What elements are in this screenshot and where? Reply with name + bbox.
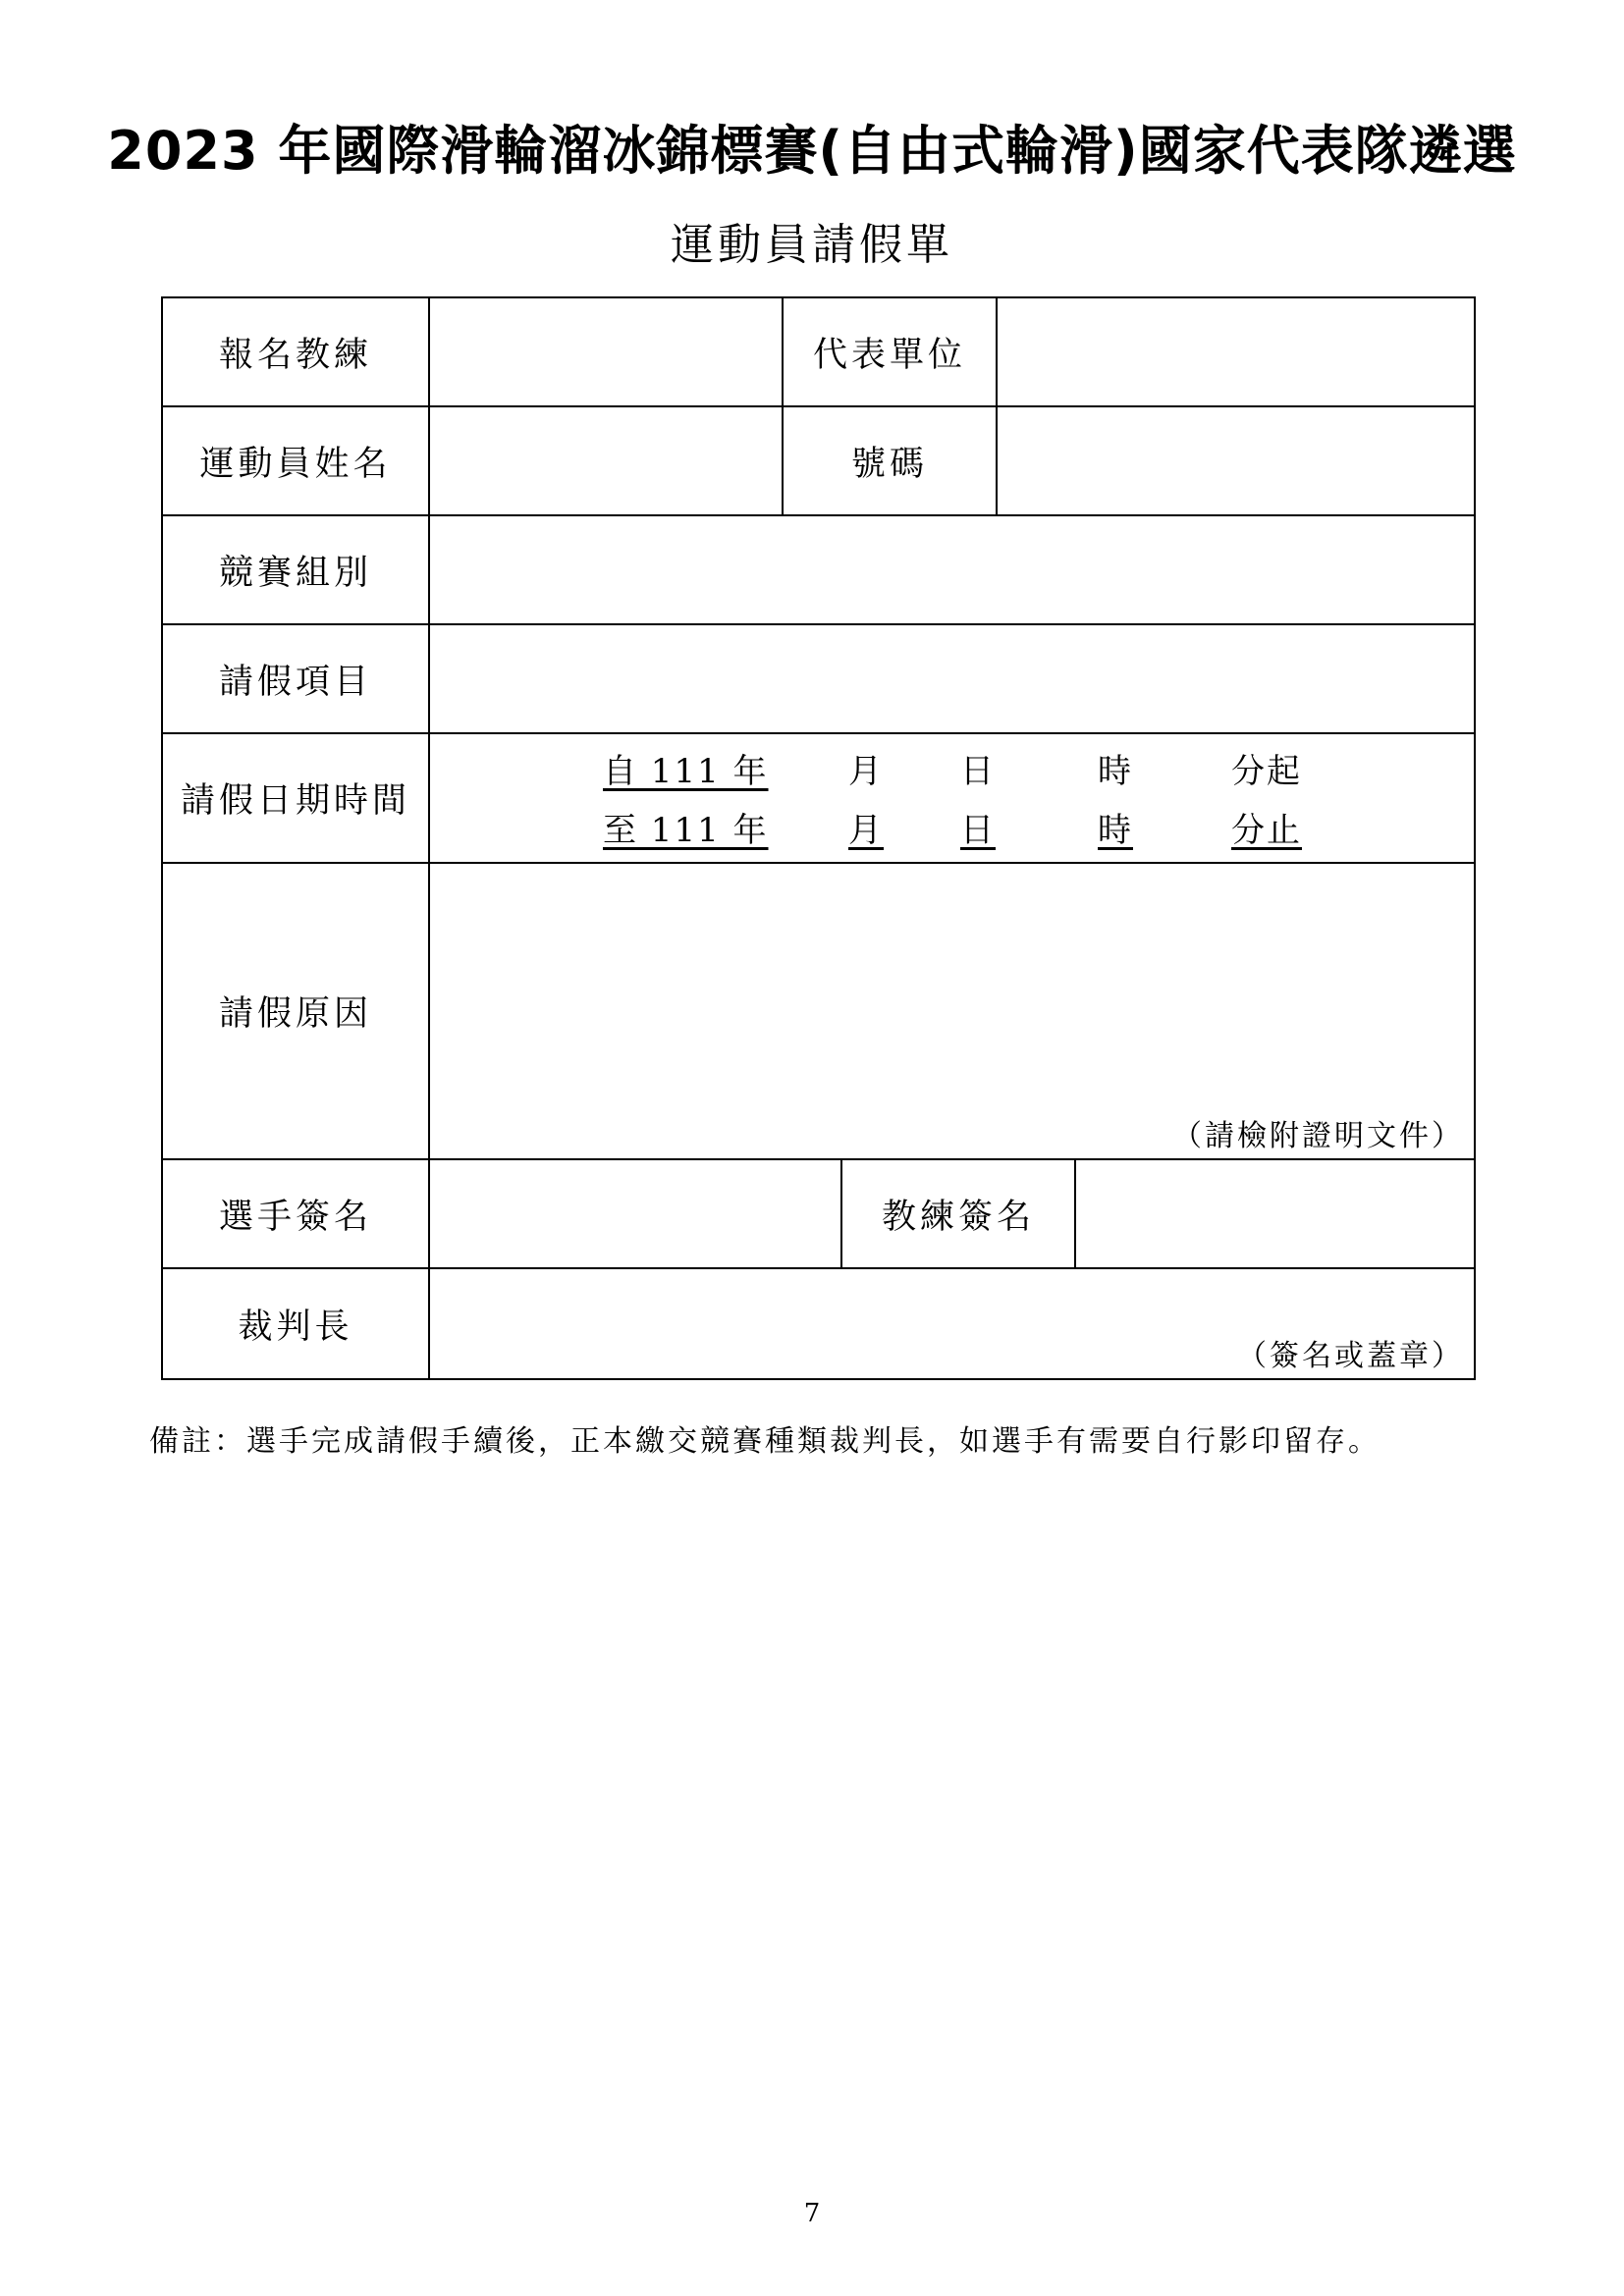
date-from-hour: 時 — [1098, 752, 1133, 791]
row-judge — [162, 1268, 1475, 1379]
player-sign-label: 選手簽名 — [162, 1159, 429, 1268]
document-title: 2023 年國際滑輪溜冰錦標賽(自由式輪滑)國家代表隊遴選 — [107, 120, 1517, 182]
judge-label: 裁判長 — [162, 1268, 429, 1379]
judge-note: （簽名或蓋章） — [1237, 1339, 1465, 1373]
unit-label: 代表單位 — [783, 297, 997, 406]
date-to-hour: 時 — [1098, 811, 1133, 850]
reason-note: （請檢附證明文件） — [1172, 1119, 1465, 1153]
judge-sign-input[interactable] — [429, 1268, 1475, 1379]
coach-sign-input[interactable] — [1075, 1159, 1475, 1268]
date-to-prefix: 至 111 年 — [603, 811, 769, 850]
event-label: 請假項目 — [162, 624, 429, 733]
date-from-month: 月 — [848, 752, 884, 791]
unit-input[interactable] — [997, 297, 1475, 406]
row-datetime — [162, 733, 1475, 863]
date-to-line — [430, 801, 1474, 860]
player-sign-input[interactable] — [429, 1159, 841, 1268]
date-to-minute: 分止 — [1231, 811, 1302, 850]
coach-label: 報名教練 — [162, 297, 429, 406]
group-input[interactable] — [429, 515, 1475, 624]
row-coach-unit — [162, 297, 1475, 406]
row-group — [162, 515, 1475, 624]
reason-input[interactable] — [429, 863, 1475, 1159]
number-label: 號碼 — [783, 406, 997, 515]
date-to-month: 月 — [848, 811, 884, 850]
athlete-name-input[interactable] — [429, 406, 783, 515]
date-from-line — [430, 742, 1474, 801]
reason-label: 請假原因 — [162, 863, 429, 1159]
leave-form-table — [161, 296, 1476, 1380]
remark-note: 備註：選手完成請假手續後，正本繳交競賽種類裁判長，如選手有需要自行影印留存。 — [149, 1424, 1380, 1459]
group-label: 競賽組別 — [162, 515, 429, 624]
datetime-input[interactable] — [429, 733, 1475, 863]
row-athlete-number — [162, 406, 1475, 515]
event-input[interactable] — [429, 624, 1475, 733]
datetime-label: 請假日期時間 — [162, 733, 429, 863]
form-subtitle: 運動員請假單 — [671, 220, 953, 270]
row-signatures — [162, 1159, 1475, 1268]
coach-sign-label: 教練簽名 — [841, 1159, 1075, 1268]
coach-input[interactable] — [429, 297, 783, 406]
page-number: 7 — [803, 2199, 821, 2228]
date-from-minute: 分起 — [1231, 752, 1302, 791]
row-reason — [162, 863, 1475, 1159]
row-event — [162, 624, 1475, 733]
athlete-name-label: 運動員姓名 — [162, 406, 429, 515]
date-from-day: 日 — [960, 752, 996, 791]
date-to-day: 日 — [960, 811, 996, 850]
date-from-prefix: 自 111 年 — [603, 752, 769, 791]
number-input[interactable] — [997, 406, 1475, 515]
